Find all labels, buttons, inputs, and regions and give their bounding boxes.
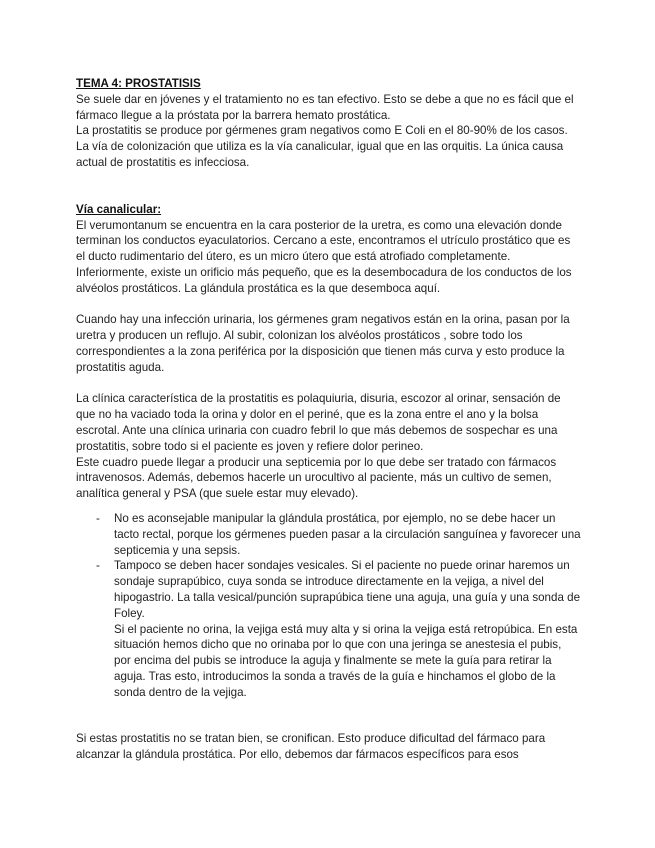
section-title-prostatitis: TEMA 4: PROSTATISIS	[76, 77, 201, 90]
list-item	[76, 511, 581, 558]
clinical-paragraph: La clínica característica de la prostatitis es polaquiuria, disuria, escozor al orinar, sensación de que no ha vaciado toda la orina y dolor en el periné, que es la zona entre el ano y la bolsa escrotal. Ante una clínica urinaria con cuadro febril lo que más debemos de sospechar es una prostatitis, sobre todo si el paciente es joven y refiere dolor perineo.	[76, 392, 561, 453]
spacer	[76, 376, 581, 392]
list-item	[76, 558, 581, 700]
anatomy-paragraph: El verumontanum se encuentra en la cara posterior de la uretra, es como una elevación donde terminan los conductos eyaculatorios. Cercano a este, encontramos el utrículo prostático que es el ducto rudimentario del útero, es un micro útero que está atrofiado completamente. Inferiormente, existe un orificio más pequeño, que es la desembocadura de los conductos de los alvéolos prostáticos. La glándula prostática es la que desemboca aquí.	[76, 218, 572, 295]
list-dash: -	[96, 559, 100, 573]
etiology-paragraph: La prostatitis se produce por gérmenes gram negativos como E Coli en el 80-90% de los casos. La vía de colonización que utiliza es la vía canalicular, igual que en las orquitis. La única causa actual de prostatitis es infecciosa.	[76, 124, 568, 169]
list-item-text: Tampoco se deben hacer sondajes vesicales. Si el paciente no puede orinar haremos un sondaje suprapúbico, cuya sonda se introduce directamente en la vejiga, a nivel del hipogastrio. La talla vesical/punción suprapúbica tiene una aguja, una guía y una sonda de Foley.	[114, 559, 581, 620]
spacer	[76, 700, 581, 731]
treatment-paragraph: Este cuadro puede llegar a producir una septicemia por lo que debe ser tratado con fármacos intravenosos. Además, debemos hacerle un urocultivo al paciente, más un cultivo de semen, analítica general y PSA (que suele estar muy elevado).	[76, 455, 557, 501]
closing-paragraph: Si estas prostatitis no se tratan bien, se cronifican. Esto produce dificultad del fármaco para alcanzar la glándula prostática. Por ello, debemos dar fármacos específicos para esos	[76, 732, 546, 762]
list-dash: -	[96, 511, 100, 525]
intro-paragraph: Se suele dar en jóvenes y el tratamiento no es tan efectivo. Esto se debe a que no es fácil que el fármaco llegue a la próstata por la barrera hemato prostática.	[76, 92, 574, 122]
spacer	[76, 171, 581, 202]
pathogenesis-paragraph: Cuando hay una infección urinaria, los gérmenes gram negativos están en la orina, pasan por la uretra y producen un reflujo. Al subir, colonizan los alvéolos prostáticos , sobre todo los correspondientes a la zona periférica por la disposición que tienen más curva y esto produce la prostatitis aguda.	[76, 313, 570, 374]
spacer	[76, 297, 581, 313]
list-item-continuation: Si el paciente no orina, la vejiga está muy alta y si orina la vejiga está retropúbica. En esta situación hemos dicho que no orinaba por lo que con una jeringa se anestesia el pubis, por encima del pubis se introduce la aguja y finalmente se mete la guía para retirar la aguja. Tras esto, introducimos la sonda a través de la guía e hinchamos el globo de la sonda dentro de la vejiga.	[114, 622, 578, 699]
section-title-via-canalicular: Vía canalicular:	[76, 202, 162, 216]
list-item-text: No es aconsejable manipular la glándula prostática, por ejemplo, no se debe hacer un tacto rectal, porque los gérmenes pueden pasar a la circulación sanguínea y favorecer una septicemia y una sepsis.	[114, 511, 581, 557]
recommendations-list	[76, 511, 581, 701]
document-content	[76, 76, 581, 763]
